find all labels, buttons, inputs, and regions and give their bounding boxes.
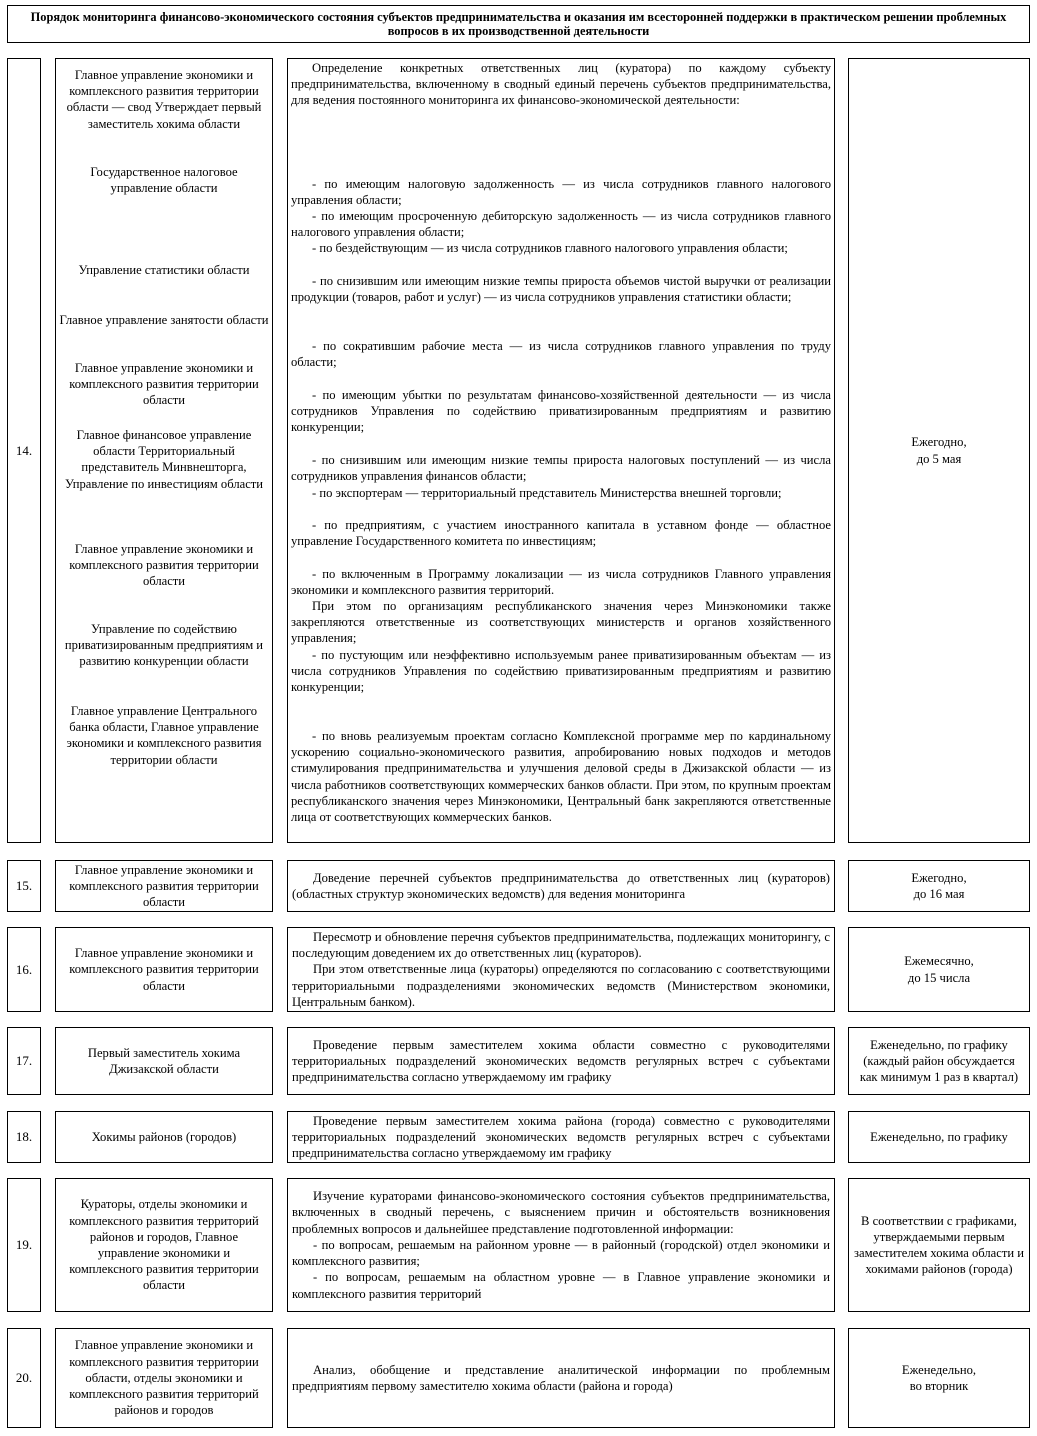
term-line: до 5 мая bbox=[916, 451, 962, 466]
row-number-text: 14. bbox=[15, 442, 33, 458]
description-paragraph: - по вопросам, решаемым на областном уровне — в Главное управление экономики и комплексного развития территорий bbox=[292, 1270, 830, 1301]
row-15-description bbox=[287, 860, 835, 912]
row-16-term bbox=[848, 927, 1030, 1012]
row-18-description bbox=[287, 1111, 835, 1163]
description-paragraph: Анализ, обобщение и представление аналитической информации по проблемным предприятиям первому заместителю хокима области (района и города) bbox=[292, 1362, 830, 1393]
row-number-text: 16. bbox=[15, 961, 33, 977]
description-paragraph: - по бездействующим — из числа сотрудников главного налогового управления области; bbox=[312, 241, 788, 255]
term-line: Ежегодно, bbox=[911, 435, 967, 450]
row-20-number bbox=[7, 1328, 41, 1428]
description-paragraph: - по имеющим убытки по результатам финансово-хозяйственной деятельности — из числа сотрудников Управления по содействию приватизированным предприятиям и развитию конкуренции; bbox=[291, 388, 831, 435]
row-number-text: 18. bbox=[15, 1129, 33, 1144]
description-paragraph: - по включенным в Программу локализации — из числа сотрудников Главного управления экономики и комплексного развития территорий. bbox=[291, 567, 831, 598]
row-18-term bbox=[848, 1111, 1030, 1163]
term-line: Еженедельно, bbox=[901, 1362, 977, 1377]
responsible-item: Главное управление Центрального банка области, Главное управление экономики и комплексного развития территории области bbox=[66, 704, 262, 767]
responsible-item: Главное управление экономики и комплексного развития территории области bbox=[69, 862, 259, 910]
responsible-item: Главное управление экономики и комплексного развития территории области bbox=[69, 361, 259, 408]
row-17-number bbox=[7, 1027, 41, 1095]
responsible-item: Первый заместитель хокима Джизакской области bbox=[87, 1045, 241, 1076]
responsible-item: Главное управление экономики и комплексного развития территории области bbox=[69, 542, 259, 589]
description-paragraph: - по экспортерам — территориальный представитель Министерства внешней торговли; bbox=[312, 486, 782, 500]
description-paragraph: - по снизившим или имеющим низкие темпы прироста объемов чистой выручки от реализации продукции (товаров, работ и услуг) — из числа сотрудников управления статистики области; bbox=[291, 274, 831, 305]
row-15-term bbox=[848, 860, 1030, 912]
responsible-item: Управление по содействию приватизированным предприятиям и развитию конкуренции области bbox=[64, 622, 264, 669]
description-paragraph: - по имеющим просроченную дебиторскую задолженность — из числа сотрудников главного налогового управления области; bbox=[291, 209, 831, 240]
description-paragraph: При этом ответственные лица (кураторы) определяются по согласованию с соответствующими территориальными подразделениями экономических ведомств (Министерством экономики, Центральным банком). bbox=[292, 962, 830, 1009]
description-paragraph: Доведение перечней субъектов предпринимательства до ответственных лиц (кураторов) (областных структур экономических ведомств) для ведения мониторинга bbox=[292, 870, 830, 901]
description-paragraph: При этом по организациям республиканского значения через Минэкономики также закрепляются ответственные из соответствующих министерств и органов хозяйственного управления; bbox=[291, 599, 831, 646]
row-number-text: 20. bbox=[15, 1370, 33, 1385]
responsible-item: Хокимы районов (городов) bbox=[91, 1129, 237, 1144]
responsible-item: Главное управление экономики и комплексного развития территории области bbox=[69, 946, 259, 993]
row-number-text: 17. bbox=[15, 1053, 33, 1068]
description-paragraph: - по сократившим рабочие места — из числа сотрудников главного управления по труду области; bbox=[291, 339, 831, 370]
row-14-term bbox=[848, 58, 1030, 843]
description-paragraph: Изучение кураторами финансово-экономического состояния субъектов предпринимательства, включенных в сводный перечень, с выяснением причин и обстоятельств возникновения проблемных вопросов и дальнейшее представление подготовленной информации: bbox=[292, 1189, 830, 1236]
row-17-responsible bbox=[55, 1027, 273, 1095]
term-line: Еженедельно, по графику bbox=[870, 1129, 1008, 1144]
row-19-term bbox=[848, 1178, 1030, 1312]
row-17-term bbox=[848, 1027, 1030, 1095]
row-17-description bbox=[287, 1027, 835, 1095]
responsible-item: Главное финансовое управление области Территориальный представитель Минвнешторга, Управление по инвестициям области bbox=[64, 428, 264, 491]
row-18-responsible bbox=[55, 1111, 273, 1163]
description-paragraph: - по вновь реализуемым проектам согласно Комплексной программе мер по кардинальному ускорению социально-экономического развития, апробированию новых подходов и методов стимулирования предпринимательства и улучшения деловой среды в Джизакской области — из числа работников соответствующих коммерческих банков области. При этом, по крупным проектам республиканского значения через Минэкономики, Центральный банк закрепляются ответственные лица от соответствующих коммерческих банков. bbox=[291, 729, 831, 825]
responsible-item: Кураторы, отделы экономики и комплексного развития территорий районов и городов, Главное управление экономики и комплексного развития территории области bbox=[69, 1197, 259, 1293]
term-line: В соответствии с графиками, утверждаемыми первым заместителем хокима области и хокимами районов (города) bbox=[854, 1213, 1024, 1277]
row-19-description bbox=[287, 1178, 835, 1312]
row-16-description bbox=[287, 927, 835, 1012]
row-14-number bbox=[7, 58, 41, 843]
row-20-description bbox=[287, 1328, 835, 1428]
row-14-description bbox=[287, 58, 835, 843]
description-paragraph: - по вопросам, решаемым на районном уровне — в районный (городской) отдел экономики и комплексного развития; bbox=[292, 1237, 830, 1269]
description-paragraph: Проведение первым заместителем хокима района (города) совместно с руководителями территориальных подразделений экономических ведомств регулярных встреч с субъектами предпринимательства согласно утверждаемому им графику bbox=[292, 1113, 830, 1161]
term-line: до 15 числа bbox=[907, 970, 971, 985]
row-number-text: 15. bbox=[15, 878, 33, 893]
responsible-item: Главное управление экономики и комплексного развития территории области, отделы экономики и комплексного развития территорий районов и городов bbox=[69, 1338, 259, 1418]
document-title bbox=[7, 5, 1030, 43]
description-paragraph: - по предприятиям, с участием иностранного капитала в уставном фонде — областное управление Государственного комитета по инвестициям; bbox=[291, 518, 831, 549]
description-paragraph: Определение конкретных ответственных лиц (куратора) по каждому субъекту предпринимательства, включенному в сводный единый перечень субъектов предпринимательства, для ведения постоянного мониторинга их финансово-экономической деятельности: bbox=[291, 61, 831, 108]
row-19-number bbox=[7, 1178, 41, 1312]
row-16-responsible bbox=[55, 927, 273, 1012]
document-title-text: Порядок мониторинга финансово-экономического состояния субъектов предпринимательства и оказания им всесторонней поддержки в практическом решении проблемных вопросов в их производственной деятельности bbox=[30, 10, 1007, 38]
description-paragraph: - по снизившим или имеющим низкие темпы прироста налоговых поступлений — из числа сотрудников управления финансов области; bbox=[291, 453, 831, 484]
term-line: Ежемесячно, bbox=[904, 954, 974, 969]
row-14-responsible bbox=[55, 58, 273, 843]
term-line: до 16 мая bbox=[913, 887, 965, 901]
row-20-term bbox=[848, 1328, 1030, 1428]
description-paragraph: - по пустующим или неэффективно используемым ранее приватизированным объектам — из числа сотрудников Управления по содействию приватизированным предприятиям и развитию конкуренции; bbox=[291, 648, 831, 695]
responsible-item: Государственное налоговое управление области bbox=[90, 165, 238, 196]
responsible-item: Главное управление экономики и комплексного развития территории области — свод Утверждает первый заместитель хокима области bbox=[66, 68, 262, 131]
row-20-responsible bbox=[55, 1328, 273, 1428]
term-line: во вторник bbox=[909, 1379, 969, 1393]
row-16-number bbox=[7, 927, 41, 1012]
responsible-item: Главное управление занятости области bbox=[59, 313, 269, 327]
row-15-responsible bbox=[55, 860, 273, 912]
row-19-responsible bbox=[55, 1178, 273, 1312]
description-paragraph: Проведение первым заместителем хокима области совместно с руководителями территориальных подразделений экономических ведомств регулярных встреч с субъектами предпринимательства согласно утверждаемому им графику bbox=[292, 1037, 830, 1085]
row-18-number bbox=[7, 1111, 41, 1163]
row-15-number bbox=[7, 860, 41, 912]
term-line: Еженедельно, по графику (каждый район обсуждается как минимум 1 раз в квартал) bbox=[859, 1037, 1019, 1085]
row-number-text: 19. bbox=[15, 1237, 33, 1252]
responsible-item: Управление статистики области bbox=[78, 263, 250, 277]
description-paragraph: Пересмотр и обновление перечня субъектов предпринимательства, подлежащих мониторингу, с последующим доведением их до ответственных лиц (кураторов). bbox=[292, 929, 830, 961]
description-paragraph: - по имеющим налоговую задолженность — из числа сотрудников главного налогового управления области; bbox=[291, 177, 831, 208]
term-line: Ежегодно, bbox=[911, 870, 967, 885]
